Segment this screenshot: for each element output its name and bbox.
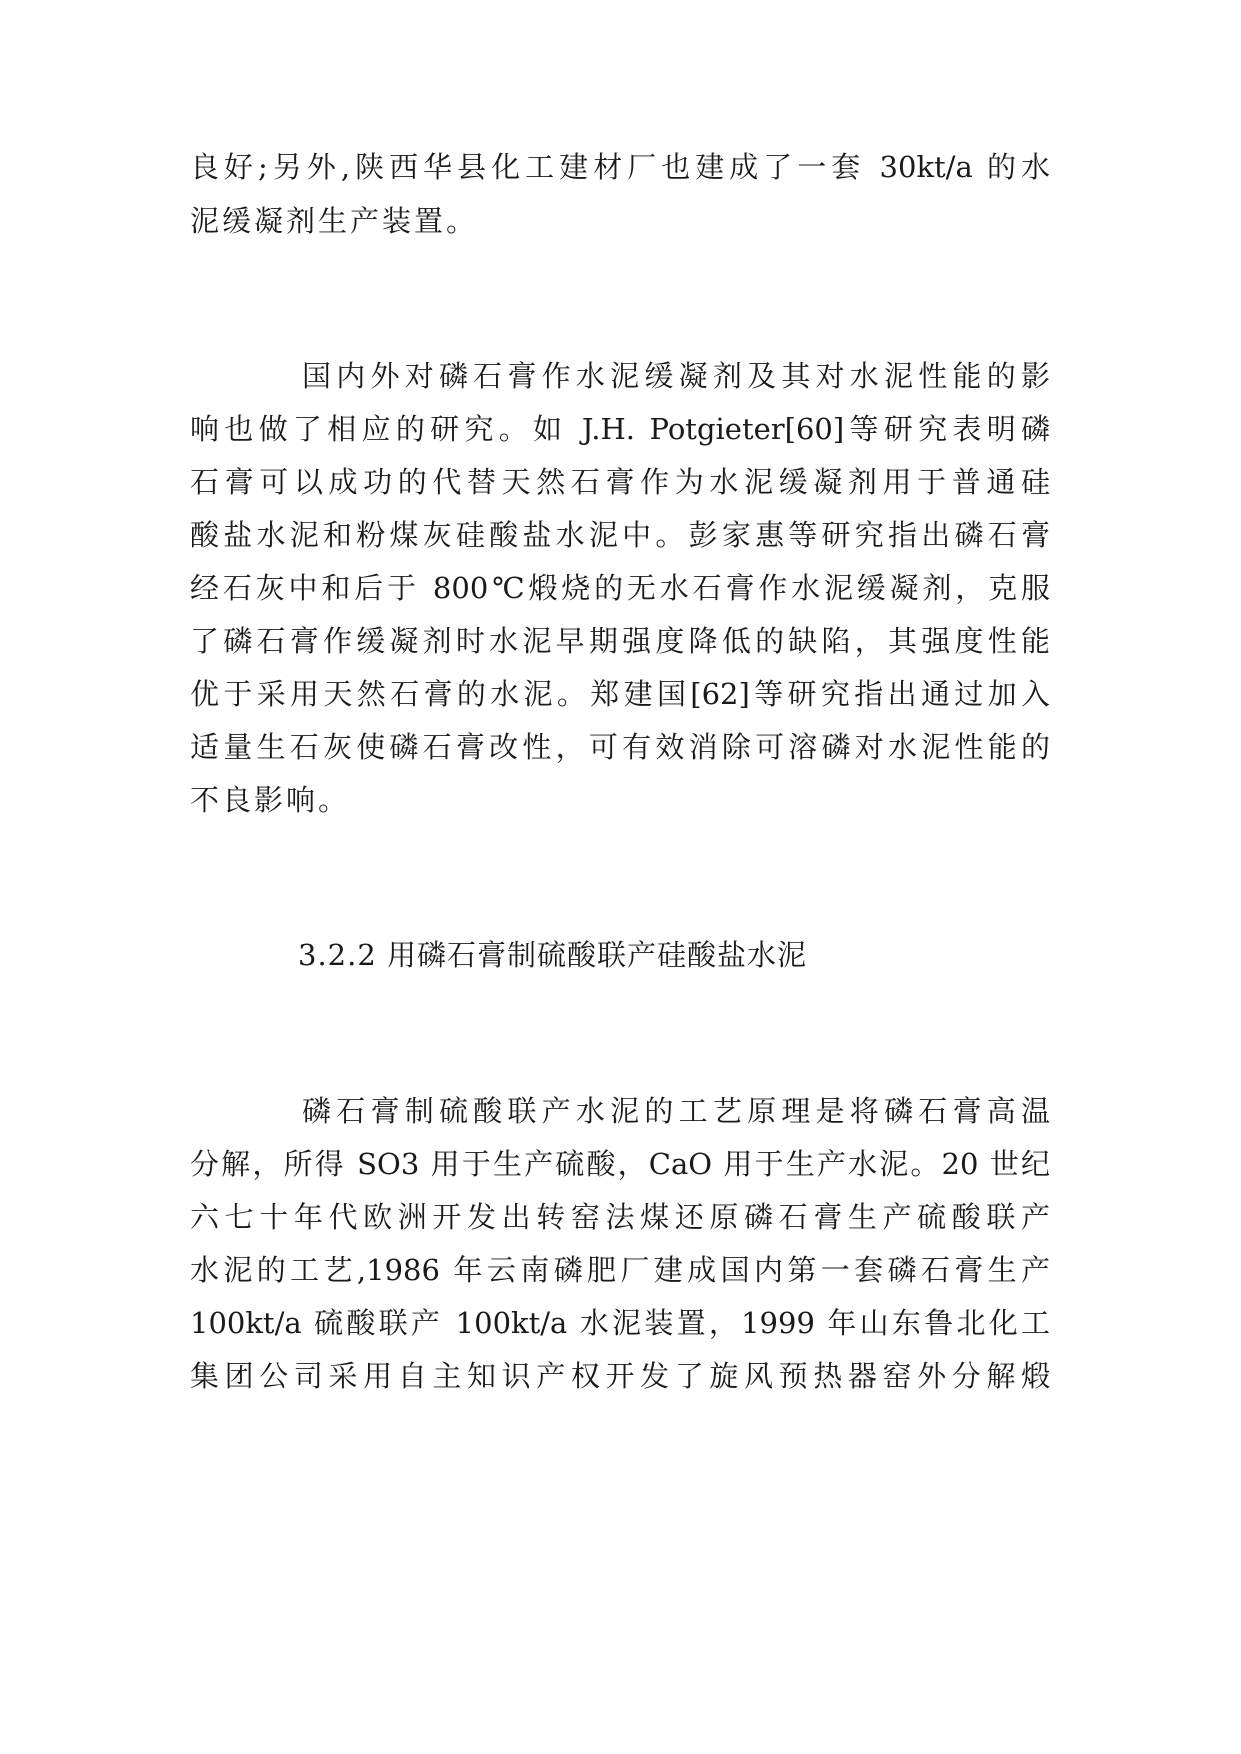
paragraph-line: 了磷石膏作缓凝剂时水泥早期强度降低的缺陷，其强度性能 (190, 624, 1050, 658)
paragraph-line: 分解，所得 SO3 用于生产硫酸，CaO 用于生产水泥。20 世纪 (190, 1147, 1050, 1181)
paragraph-line: 100kt/a 硫酸联产 100kt/a 水泥装置，1999 年山东鲁北化工 (190, 1306, 1050, 1340)
paragraph-line: 经石灰中和后于 800℃煅烧的无水石膏作水泥缓凝剂，克服 (190, 571, 1050, 605)
paragraph-line: 优于采用天然石膏的水泥。郑建国[62]等研究指出通过加入 (190, 677, 1050, 711)
paragraph-line: 响也做了相应的研究。如 J.H. Potgieter[60]等研究表明磷 (190, 412, 1050, 446)
paragraph-line: 水泥的工艺,1986 年云南磷肥厂建成国内第一套磷石膏生产 (190, 1253, 1050, 1287)
paragraph-line: 不良影响。 (190, 783, 351, 817)
paragraph-line: 集团公司采用自主知识产权开发了旋风预热器窑外分解煅 (190, 1359, 1050, 1393)
paragraph-line: 六七十年代欧洲开发出转窑法煤还原磷石膏生产硫酸联产 (190, 1200, 1050, 1234)
paragraph-line: 酸盐水泥和粉煤灰硅酸盐水泥中。彭家惠等研究指出磷石膏 (190, 518, 1050, 552)
paragraph-line: 国内外对磷石膏作水泥缓凝剂及其对水泥性能的影 (302, 359, 1050, 393)
paragraph-line: 良好;另外,陕西华县化工建材厂也建成了一套 30kt/a 的水 (190, 150, 1050, 184)
section-heading: 3.2.2 用磷石膏制硫酸联产硅酸盐水泥 (298, 938, 808, 972)
paragraph-line: 磷石膏制硫酸联产水泥的工艺原理是将磷石膏高温 (302, 1094, 1050, 1128)
paragraph-line: 适量生石灰使磷石膏改性，可有效消除可溶磷对水泥性能的 (190, 730, 1050, 764)
paragraph-line: 泥缓凝剂生产装置。 (190, 204, 479, 238)
paragraph-line: 石膏可以成功的代替天然石膏作为水泥缓凝剂用于普通硅 (190, 465, 1050, 499)
